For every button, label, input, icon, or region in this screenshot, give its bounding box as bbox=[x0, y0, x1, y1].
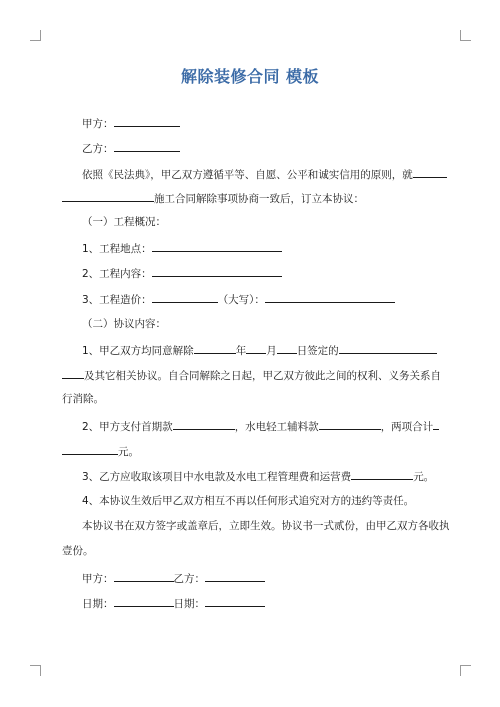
total-blank-2[interactable] bbox=[62, 443, 118, 455]
month-label: 月 bbox=[266, 345, 277, 357]
section-1-heading: （一）工程概况： bbox=[82, 216, 166, 228]
project-location-label: 1、工程地点： bbox=[82, 243, 152, 255]
day-label: 日签定的 bbox=[296, 345, 339, 357]
clause-2-unit: 元。 bbox=[118, 446, 139, 458]
clause-3-text: 3、乙方应收取该项目中水电款及水电工程管理费和运营费 bbox=[82, 471, 352, 483]
party-a-blank[interactable] bbox=[114, 115, 180, 127]
year-label: 年 bbox=[235, 345, 247, 357]
clause-1-line-2 bbox=[62, 367, 442, 383]
clause-2-mid: ，水电轻工辅料款 bbox=[234, 421, 319, 433]
party-b-blank[interactable] bbox=[114, 140, 180, 152]
date-a-label: 日期： bbox=[82, 598, 114, 610]
project-cost-uppercase-blank[interactable] bbox=[265, 291, 395, 303]
page-corner-top-right bbox=[460, 30, 471, 41]
date-b-blank[interactable] bbox=[205, 595, 265, 607]
intro-line-1 bbox=[82, 166, 442, 182]
document-title: 解除装修合同 模板 bbox=[180, 67, 320, 86]
clause-1-line-3: 行消除。 bbox=[62, 393, 104, 405]
clause-2-prefix: 2、甲方支付首期款 bbox=[82, 421, 173, 433]
original-contract-blank-2[interactable] bbox=[62, 367, 84, 379]
contract-month-blank[interactable] bbox=[246, 342, 266, 354]
project-location-line bbox=[82, 240, 442, 256]
contract-day-blank[interactable] bbox=[277, 342, 297, 354]
clause-2-line-2 bbox=[62, 443, 442, 459]
clause-3-unit: 元。 bbox=[413, 471, 435, 483]
project-name-blank-2[interactable] bbox=[62, 190, 154, 202]
project-cost-label: 3、工程造价： bbox=[82, 294, 152, 306]
project-content-label: 2、工程内容： bbox=[82, 268, 152, 280]
party-b-line bbox=[82, 140, 442, 156]
page-corner-top-left bbox=[30, 30, 41, 41]
date-a-blank[interactable] bbox=[114, 595, 174, 607]
clause-1-line-1 bbox=[82, 342, 442, 358]
project-content-line bbox=[82, 265, 442, 281]
party-b-label: 乙方： bbox=[82, 143, 114, 155]
signature-party-a-label: 甲方： bbox=[82, 573, 114, 585]
signature-party-b-blank[interactable] bbox=[205, 570, 265, 582]
clause-1-prefix: 1、甲乙双方均同意解除 bbox=[82, 345, 194, 357]
signature-party-a-blank[interactable] bbox=[114, 570, 174, 582]
intro-line-2 bbox=[62, 190, 442, 206]
project-name-blank-1[interactable] bbox=[413, 166, 447, 178]
project-cost-line bbox=[82, 291, 442, 307]
contract-year-blank[interactable] bbox=[194, 342, 236, 354]
date-b-label: 日期： bbox=[173, 598, 205, 610]
total-blank-1[interactable] bbox=[433, 418, 439, 430]
clause-4-line: 4、本协议生效后甲乙双方相互不再以任何形式追究对方的违约等责任。 bbox=[82, 495, 415, 507]
section-2-heading: （二）协议内容： bbox=[82, 318, 166, 330]
clause-2-line-1 bbox=[82, 418, 442, 434]
clause-5-line-1: 本协议书在双方签字或盖章后，立即生效。协议书一式贰份，由甲乙双方各收执 bbox=[82, 520, 450, 532]
first-payment-blank[interactable] bbox=[173, 418, 235, 430]
signature-dates-line bbox=[82, 595, 442, 611]
page-corner-bottom-right bbox=[460, 665, 471, 676]
clause-3-line bbox=[82, 468, 442, 484]
materials-payment-blank[interactable] bbox=[319, 418, 381, 430]
clause-5-line-2: 壹份。 bbox=[62, 545, 94, 557]
project-location-blank[interactable] bbox=[152, 240, 282, 252]
intro-text-2: 施工合同解除事项协商一致后，订立本协议： bbox=[154, 193, 364, 205]
clause-2-suffix: ，两项合计 bbox=[380, 421, 434, 433]
fee-blank[interactable] bbox=[351, 468, 413, 480]
intro-text-1: 依照《民法典》，甲乙双方遵循平等、自愿、公平和诚实信用的原则，就 bbox=[82, 169, 413, 181]
project-content-blank[interactable] bbox=[152, 265, 282, 277]
original-contract-blank[interactable] bbox=[339, 342, 437, 354]
signature-parties-line bbox=[82, 570, 442, 586]
clause-1-text-2: 及其它相关协议。自合同解除之日起，甲乙双方彼此之间的权利、义务关系自 bbox=[84, 370, 441, 382]
party-a-label: 甲方： bbox=[82, 118, 114, 130]
project-cost-uppercase-label: （大写）： bbox=[217, 294, 265, 306]
page-corner-bottom-left bbox=[30, 665, 41, 676]
signature-party-b-label: 乙方： bbox=[173, 573, 205, 585]
project-cost-blank[interactable] bbox=[152, 291, 218, 303]
party-a-line bbox=[82, 115, 442, 131]
